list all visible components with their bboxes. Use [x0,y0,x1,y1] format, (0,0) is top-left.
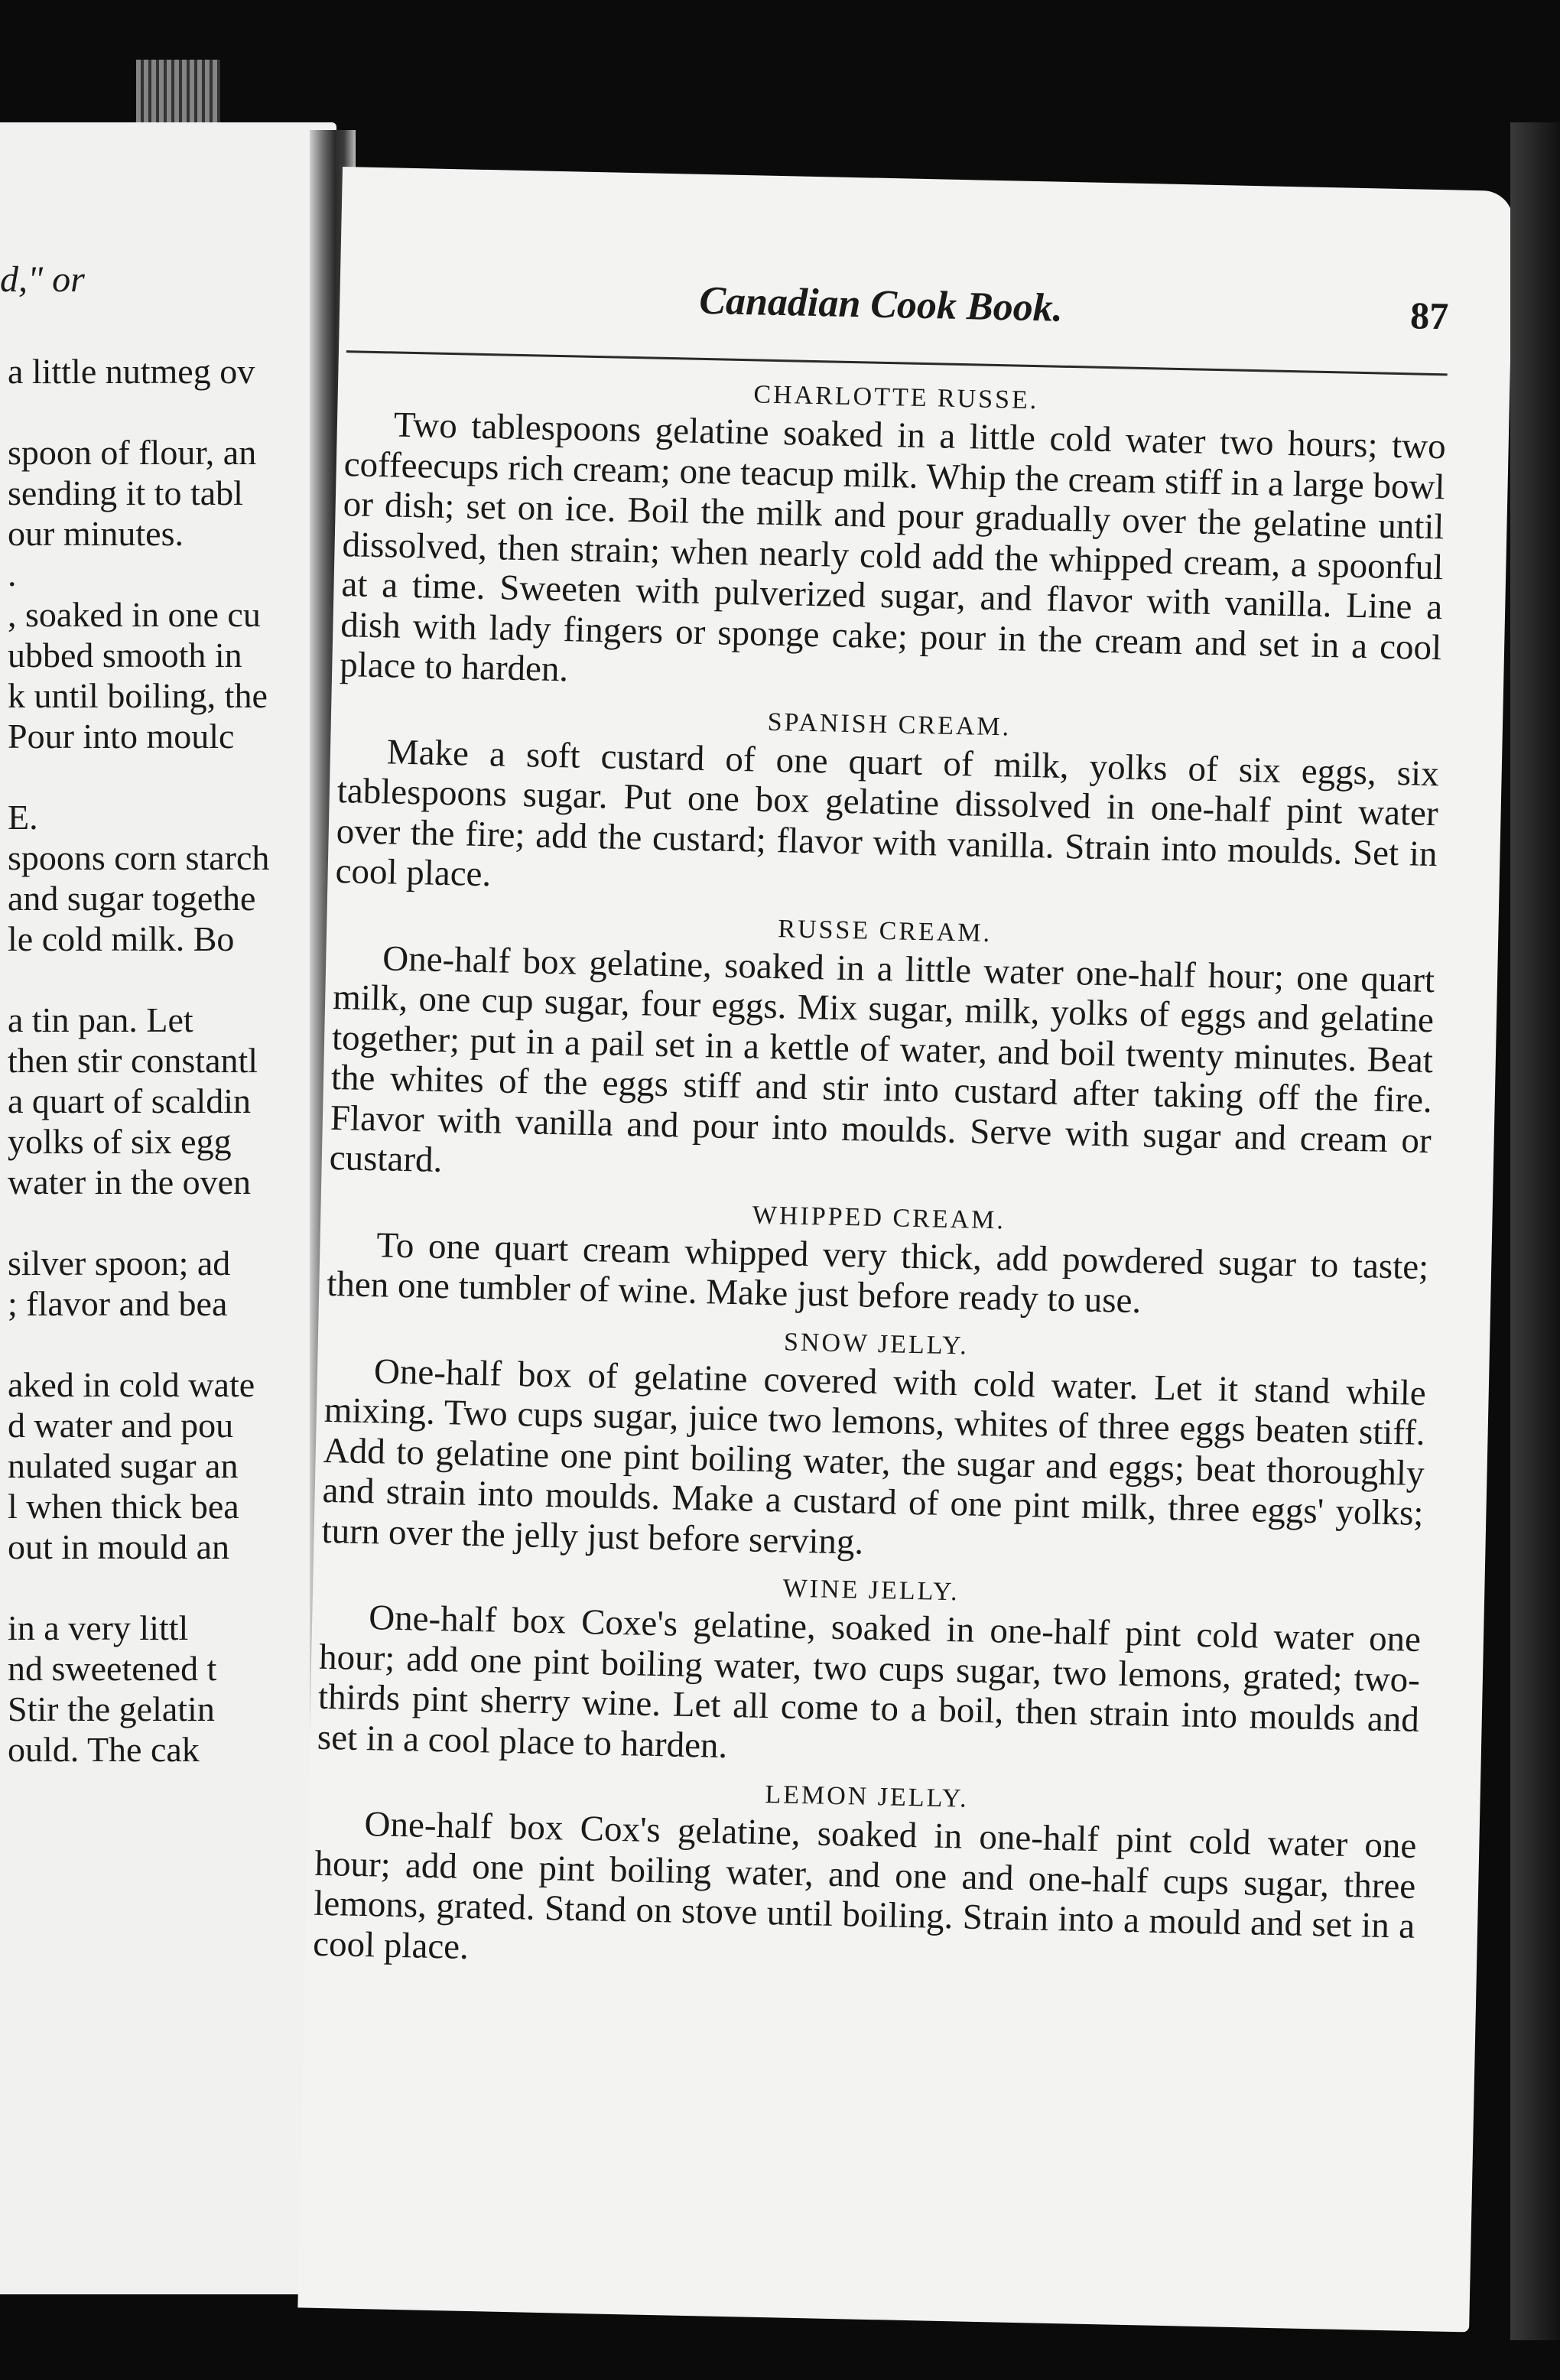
recipe-title: SPANISH CREAM. [767,707,1012,741]
recipe-title: WINE JELLY. [782,1574,960,1607]
previous-page-line: . [8,554,17,593]
previous-page-line: sending it to tabl [8,473,243,512]
recipe-list [312,363,1447,1998]
page-87 [297,167,1513,2332]
recipe-russe-cream [329,902,1435,1201]
binding-tape [136,60,220,125]
recipe-title: LEMON JELLY. [765,1780,969,1813]
previous-page-line: a quart of scaldin [8,1081,252,1120]
previous-page-line: nd sweetened t [8,1649,217,1688]
previous-page-line: aked in cold wate [8,1365,255,1404]
previous-page-line: spoon of flour, an [8,433,257,472]
recipe-title: CHARLOTTE RUSSE. [753,380,1039,415]
previous-page-line: d water and pou [8,1406,234,1445]
recipe-body: One-half box Cox's gelatine, soaked in one-half pint cold water one hour; add one pint boiling water, and one and one-half cups sugar, three lemons, grated. Stand on stove until boiling. Strain into a mould and set in a cool place. [312,1804,1417,1967]
recipe-body: One-half box gelatine, soaked in a little water one-half hour; one quart milk, one cup sugar, four eggs. Mix sugar, milk, yolks of eggs and gelatine together; put in a pail set in a kettle of water, and boil twenty minutes. Beat the whites of the eggs stiff and stir into custard after taking off the fire. Flavor with vanilla and pour into moulds. Serve with sugar and cream or custard. [329,938,1435,1181]
previous-page-line: Pour into moulc [8,717,235,756]
previous-page-line: , soaked in one cu [8,595,261,634]
previous-page-line: a little nutmeg ov [8,352,255,391]
recipe-body: Two tablespoons gelatine soaked in a little cold water two hours; two coffeecups rich cream; one teacup milk. Whip the cream stiff in a large bowl or dish; set on ice. Boil the milk and pour gradually over the gelatine until dissolved, then strain; when nearly cold add the whipped cream, a spoonful at a time. Sweeten with pulverized sugar, and flavor with vanilla. Line a dish with lady fingers or sponge cake; pour in the cream and set in a cool place to harden. [339,405,1447,690]
previous-page-line: in a very littl [8,1608,189,1647]
running-head [347,271,1449,347]
previous-page-line: out in mould an [8,1527,230,1566]
recipe-charlotte-russe [340,369,1447,708]
previous-page [0,122,336,2294]
previous-page-line: ; flavor and bea [8,1284,228,1323]
recipe-wine-jelly [317,1562,1422,1780]
previous-page-line: ubbed smooth in [8,636,242,675]
page-edge-shadow [1510,122,1560,2340]
recipe-spanish-cream [335,696,1440,915]
previous-page-line: l when thick bea [8,1487,239,1526]
recipe-title: RUSSE CREAM. [778,914,993,948]
previous-page-line: k until boiling, the [8,676,268,715]
recipe-title: SNOW JELLY. [783,1327,970,1360]
previous-page-line: nulated sugar an [8,1446,239,1485]
previous-page-line: and sugar togethe [8,879,256,918]
recipe-body: One-half box of gelatine covered with cold water. Let it stand while mixing. Two cups sugar, juice two lemons, whites of three eggs beaten stiff. Add to gelatine one pint boiling water, the sugar and eggs; beat thoroughly and strain into moulds. Make a custard of one pint milk, three eggs' yolks; turn over the jelly just before serving. [321,1351,1427,1562]
previous-page-line: water in the oven [8,1162,252,1201]
recipe-body: Make a soft custard of one quart of milk, yolks of six eggs, six tablespoons sugar. Put one box gelatine dissolved in one-half pint water over the fire; add the custard; flavor with vanilla. Strain into moulds. Set in cool place. [335,731,1440,895]
previous-page-line: Stir the gelatin [8,1689,215,1728]
previous-page-line: spoons corn starch [8,838,270,877]
previous-page-line: a tin pan. Let [8,1000,193,1039]
previous-page-line: our minutes. [8,514,184,553]
recipe-body: One-half box Coxe's gelatine, soaked in one-half pint cold water one hour; add one pint boiling water, two cups sugar, two lemons, grated; two-thirds pint sherry wine. Let all come to a boil, then strain into moulds and set in a cool place to harden. [317,1598,1422,1766]
recipe-lemon-jelly [313,1768,1418,1987]
recipe-body: To one quart cream whipped very thick, add powdered sugar to taste; then one tumbler of wine. Make just before ready to use. [326,1224,1429,1322]
recipe-title: WHIPPED CREAM. [752,1201,1006,1234]
previous-page-line: then stir constantl [8,1041,258,1080]
page-number: 87 [1409,294,1449,338]
previous-page-line: le cold milk. Bo [8,919,235,958]
previous-page-line: ould. The cak [8,1730,200,1769]
running-title: Canadian Cook Book. [698,278,1064,330]
previous-page-header-fragment: d," or [0,259,85,300]
recipe-whipped-cream [327,1188,1430,1327]
previous-page-line: silver spoon; ad [8,1244,231,1283]
recipe-snow-jelly [321,1315,1427,1574]
previous-page-line: E. [8,798,38,837]
previous-page-line: yolks of six egg [8,1122,232,1161]
